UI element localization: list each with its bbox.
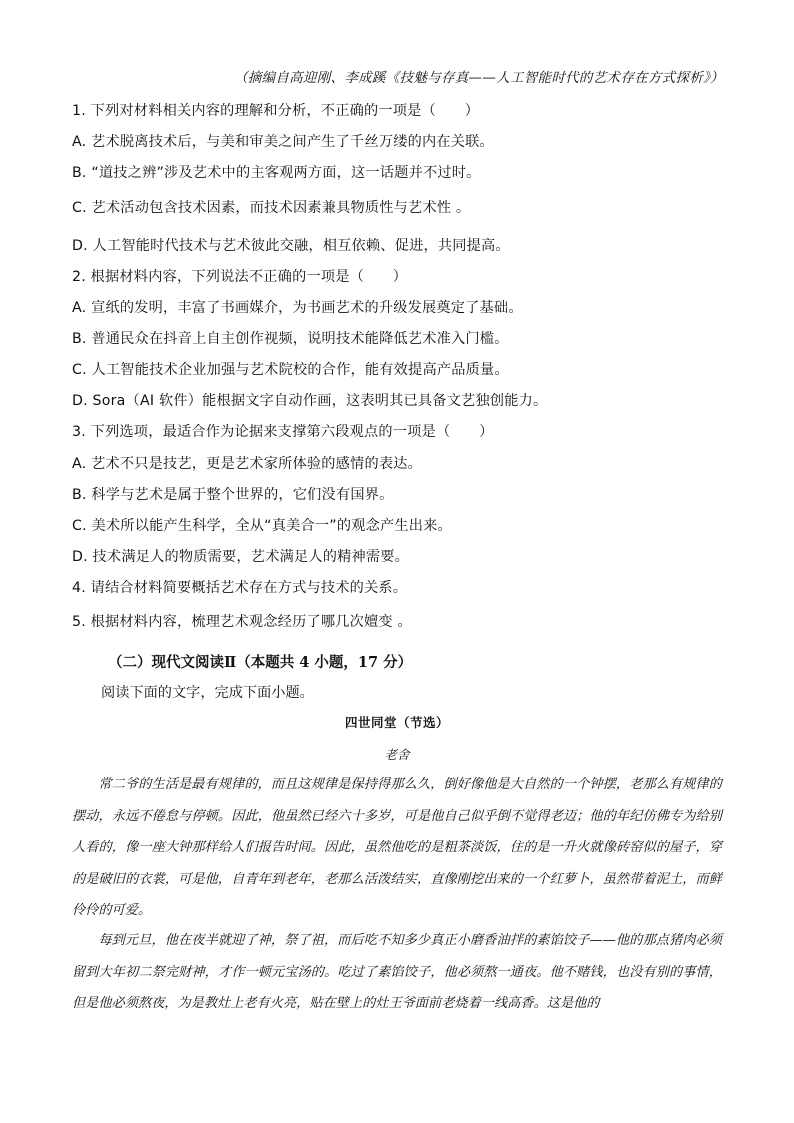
question-1-option-a: A. 艺术脱离技术后，与美和审美之间产生了千丝万缕的内在关联。 xyxy=(72,134,494,150)
question-2-option-a: A. 宣纸的发明，丰富了书画媒介，为书画艺术的升级发展奠定了基础。 xyxy=(72,300,523,316)
question-3-option-a: A. 艺术不只是技艺，更是艺术家所体验的感情的表达。 xyxy=(72,456,422,472)
story-title: 四世同堂（节选） xyxy=(344,715,449,730)
reading-instruction: 阅读下面的文字，完成下面小题。 xyxy=(101,685,314,701)
question-2-stem: 2. 根据材料内容，下列说法不正确的一项是（ ） xyxy=(72,269,408,285)
question-1-option-b: B. “道技之辨”涉及艺术中的主客观两方面，这一话题并不过时。 xyxy=(72,165,481,181)
section-heading: （二）现代文阅读Ⅱ（本题共 4 小题，17 分） xyxy=(108,654,413,671)
story-paragraph: 每到元旦，他在夜半就迎了神，祭了祖，而后吃不知多少真正小磨香油拌的素馅饺子——他的那点猪肉必须留到大年初二祭完财神，才作一顿元宝汤的。吃过了素馅饺子，他必须熬一通夜。他不赌钱，也没有别的事情，但是他必须熬夜，为是教灶上老有火亮，贴在壁上的灶王爷面前老烧着一线高香。这是他的 xyxy=(72,933,722,1011)
question-4-stem: 4. 请结合材料简要概括艺术存在方式与技术的关系。 xyxy=(72,580,408,596)
question-1-option-c: C. 艺术活动包含技术因素，而技术因素兼具物质性与艺术性 。 xyxy=(72,200,471,216)
question-2-option-d: D. Sora（AI 软件）能根据文字自动作画，这表明其已具备文艺独创能力。 xyxy=(72,393,548,409)
question-3-option-c: C. 美术所以能产生科学，全从“真美合一”的观念产生出来。 xyxy=(72,518,452,534)
story-paragraph: 常二爷的生活是最有规律的，而且这规律是保持得那么久，倒好像他是大自然的一个钟摆，老那么有规律的摆动，永远不倦怠与停顿。因此，他虽然已经六十多岁，可是他自己似乎倒不觉得老迈；他的年纪仿佛专为给别人看的，像一座大钟那样给人们报告时间。因此，虽然他吃的是粗茶淡饭，住的是一升火就像砖窑似的屋子，穿的是破旧的衣裳，可是他，自青年到老年，老那么活泼结实，直像刚挖出来的一个红萝卜，虽然带着泥土，而鲜伶伶的可爱。 xyxy=(72,777,722,918)
story-author: 老舍 xyxy=(384,747,410,762)
question-3-stem: 3. 下列选项，最适合作为论据来支撑第六段观点的一项是（ ） xyxy=(72,424,494,440)
source-citation: （摘编自高迎刚、李成蹊《技魅与存真——人工智能时代的艺术存在方式探析》） xyxy=(233,70,724,86)
question-5-stem: 5. 根据材料内容，梳理艺术观念经历了哪几次嬗变 。 xyxy=(72,614,412,630)
question-1-option-d: D. 人工智能时代技术与艺术彼此交融，相互依赖、促进，共同提高。 xyxy=(72,238,510,254)
question-3-option-d: D. 技术满足人的物质需要，艺术满足人的精神需要。 xyxy=(72,549,410,565)
question-2-option-b: B. 普通民众在抖音上自主创作视频，说明技术能降低艺术准入门槛。 xyxy=(72,331,509,347)
question-2-option-c: C. 人工智能技术企业加强与艺术院校的合作，能有效提高产品质量。 xyxy=(72,362,509,378)
question-1-stem: 1. 下列对材料相关内容的理解和分析，不正确的一项是（ ） xyxy=(72,103,480,119)
question-3-option-b: B. 科学与艺术是属于整个世界的，它们没有国界。 xyxy=(72,487,394,503)
